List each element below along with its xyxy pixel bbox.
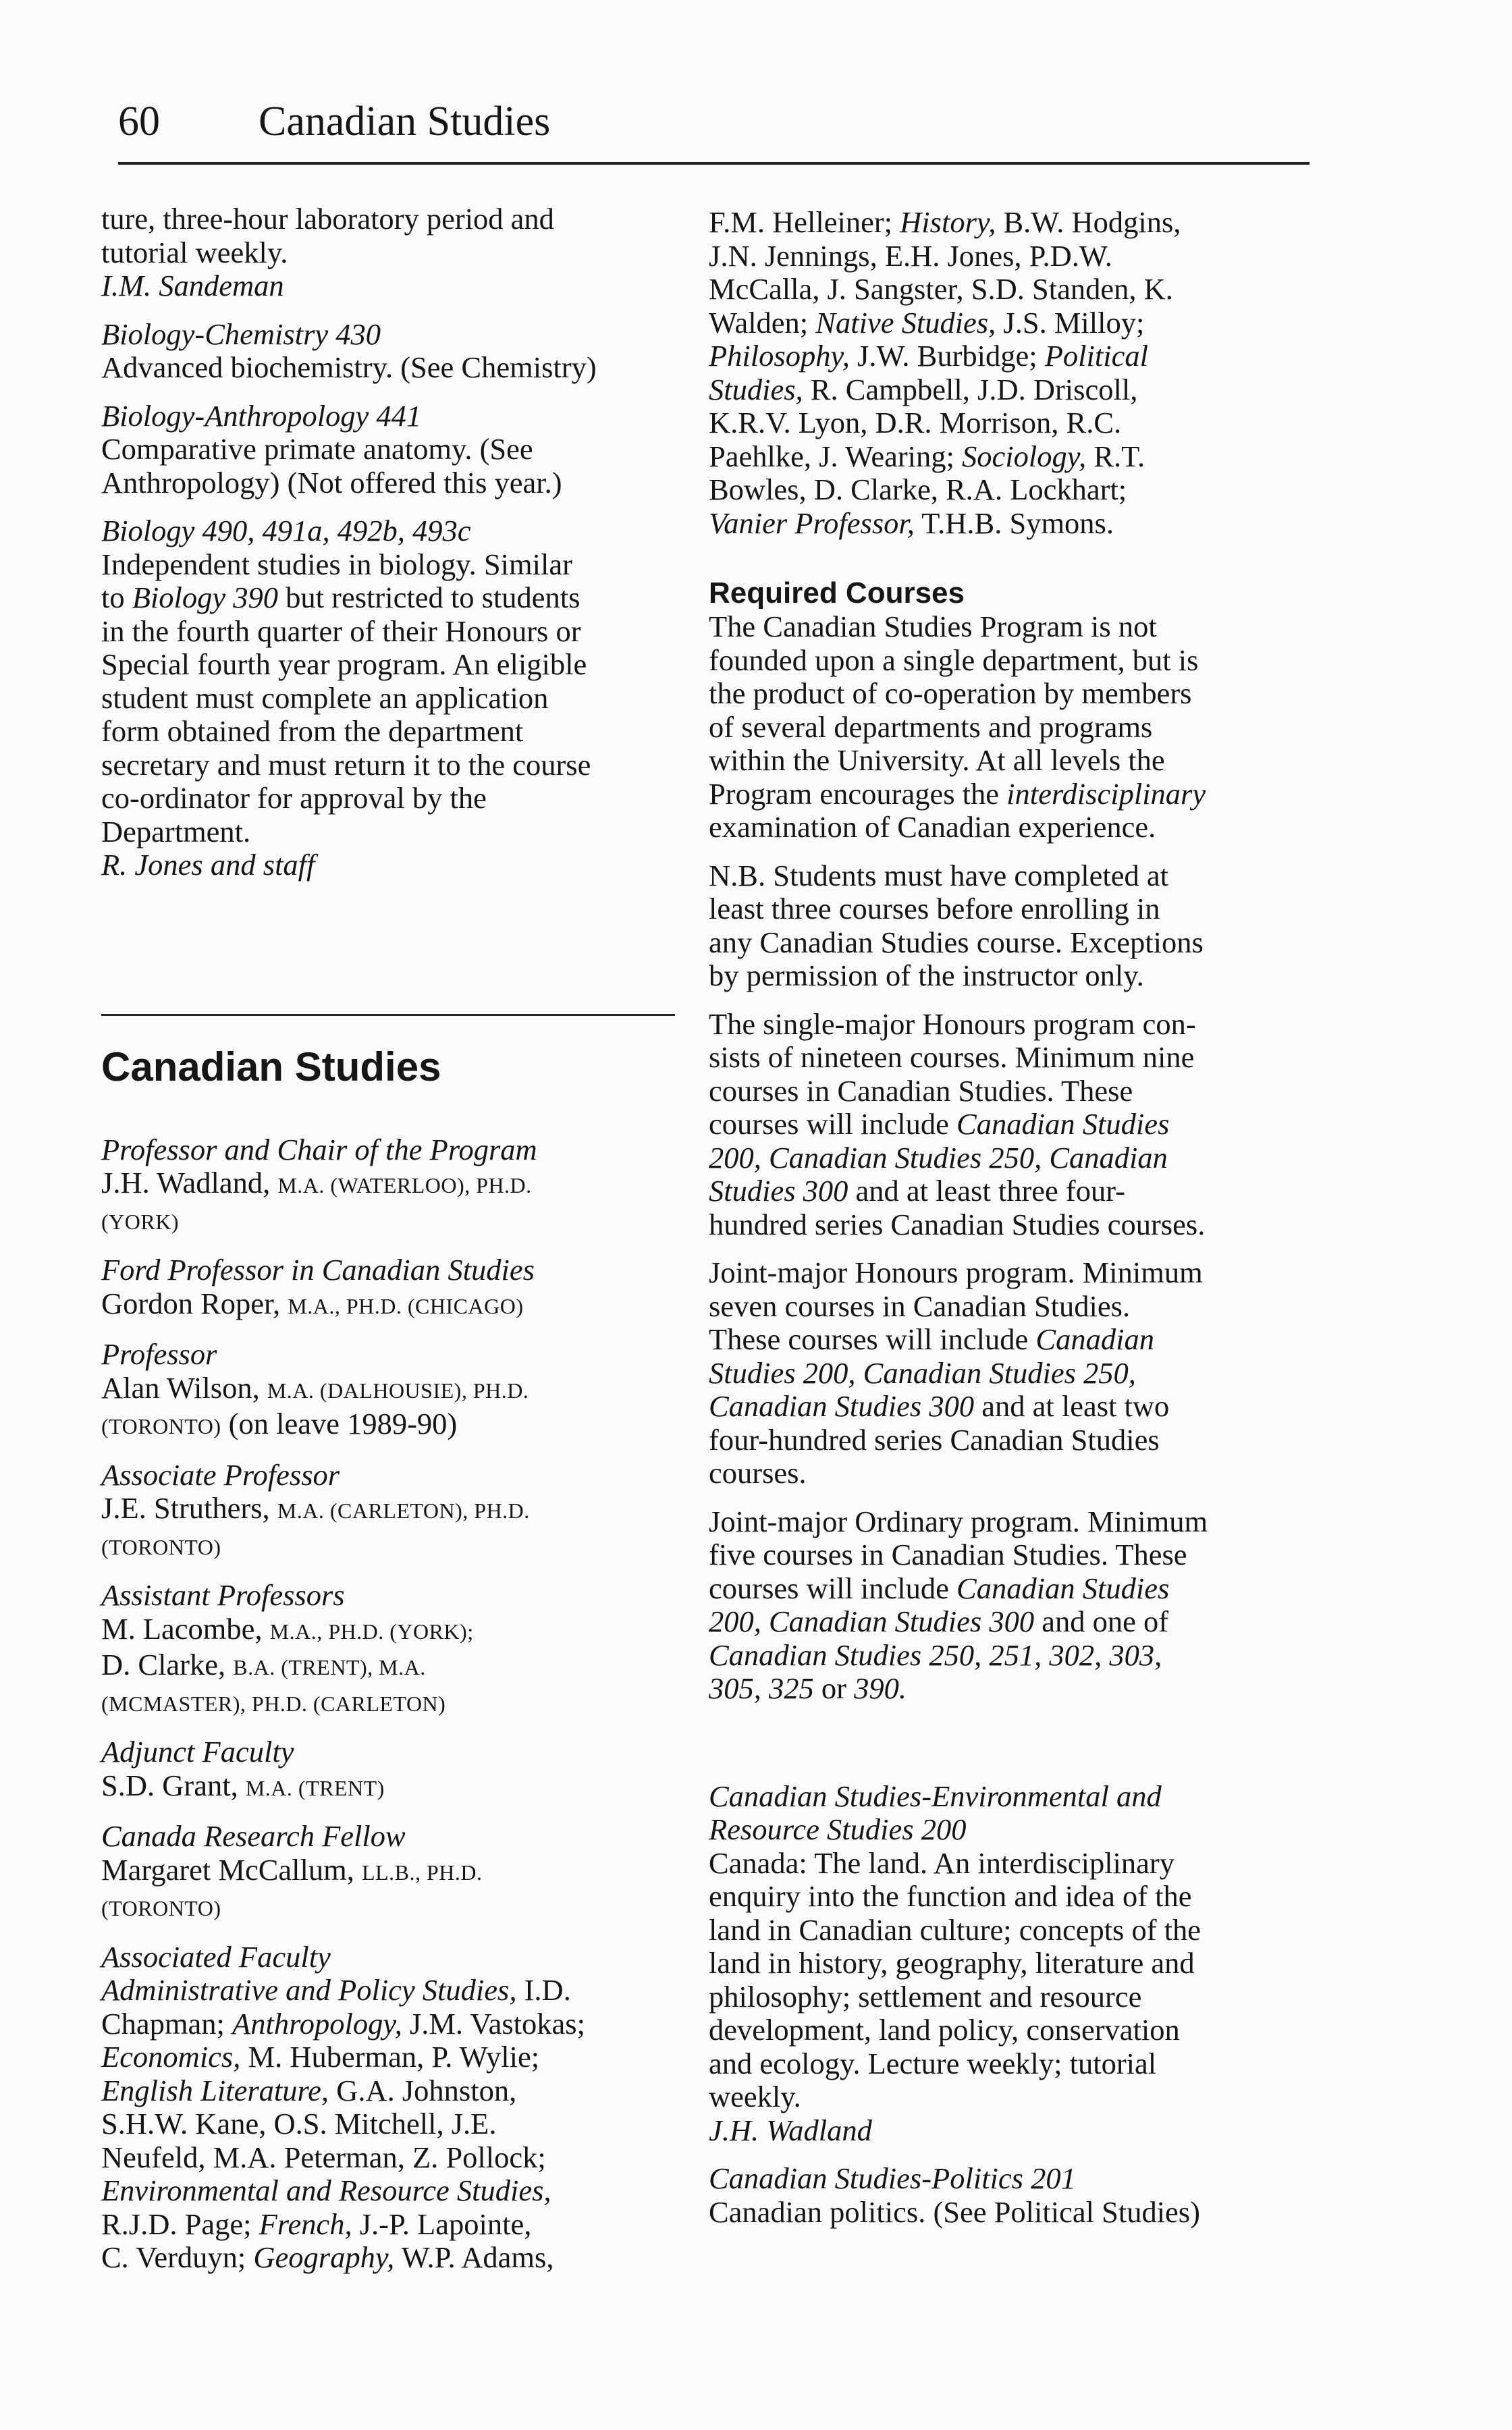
- faculty-entry: Assistant Professors M. Lacombe, M.A., PH.D. (YORK); D. Clarke, B.A. (TRENT), M.A. (MCMASTER), PH.D. (CARLETON): [101, 1578, 474, 1716]
- page-number: 60: [118, 99, 160, 144]
- faculty-role: Adjunct Faculty: [101, 1735, 294, 1769]
- page-header: [118, 94, 1310, 165]
- left-column: [101, 202, 682, 2290]
- course-desc: Advanced biochemistry. (See Chemistry): [101, 350, 597, 384]
- faculty-name: Gordon Roper,: [101, 1286, 288, 1320]
- instructor: J.H. Wadland: [709, 2113, 872, 2147]
- faculty-role: Canada Research Fellow: [101, 1819, 406, 1853]
- faculty-role: Assistant Professors: [101, 1578, 345, 1612]
- faculty-entry: Canada Research Fellow Margaret McCallum, LL.B., PH.D. (TORONTO): [101, 1819, 483, 1920]
- faculty-name: Alan Wilson,: [101, 1370, 267, 1405]
- faculty-role: Professor: [101, 1337, 217, 1371]
- faculty-role: Ford Professor in Canadian Studies: [101, 1253, 535, 1287]
- course-entry: [101, 318, 682, 385]
- section-divider: [101, 1014, 675, 1016]
- running-title: Canadian Studies: [259, 99, 551, 144]
- course-title: Canadian Studies-Politics 201: [709, 2161, 1076, 2195]
- faculty-role: Professor and Chair of the Program: [101, 1132, 537, 1166]
- faculty-entry: Adjunct Faculty S.D. Grant, M.A. (TRENT): [101, 1735, 385, 1802]
- intro-paragraph: ture, three-hour laboratory period and tutorial weekly. I.M. Sandeman: [101, 202, 554, 302]
- instructor: R. Jones and staff: [101, 848, 315, 882]
- course-entry: Canadian Studies-Politics 201 Canadian politics. (See Political Studies): [709, 2161, 1200, 2229]
- faculty-name: J.E. Struthers,: [101, 1491, 277, 1525]
- faculty-name: D. Clarke,: [101, 1648, 234, 1681]
- faculty-name: Margaret McCallum,: [101, 1852, 362, 1887]
- course-entry: Canadian Studies-Environmental and Resource Studies 200 Canada: The land. An interdisciplinary enquiry into the function and idea of the land in Canadian culture; concepts of the land in history, geography, literature and philosophy; settlement and resource development, land policy, conservation and ecology. Lecture weekly; tutorial weekly. J.H. Wadland: [709, 1779, 1202, 2147]
- faculty-name: J.H. Wadland,: [101, 1166, 278, 1199]
- course-entry: Biology 490, 491a, 492b, 493c Independent studies in biology. Similar to Biology 390 but restricted to students in the fourth quarter of their Honours or Special fourth year program. An eligible student must complete an application form obtained from the department secretary and must return it to the course co-ordinator for approval by the Department. R. Jones and staff: [101, 514, 591, 882]
- course-title: Biology 490, 491a, 492b, 493c: [101, 514, 471, 547]
- faculty-role: Associate Professor: [101, 1457, 340, 1492]
- spacer: [709, 1721, 1296, 1780]
- associated-faculty: Associated Faculty Administrative and Policy Studies, I.D. Chapman; Anthropology, J.M. Vastokas; Economics, M. Huberman, P. Wylie; English Literature, G.A. Johnston, S.H.W. Kane, O.S. Mitchell, J.E. Neufeld, M.A. Peterman, Z. Pollock; Environmental and Resource Studies, R.J.D. Page; French, J.-P. Lapointe, C. Verduyn; Geography, W.P. Adams,: [101, 1939, 585, 2274]
- faculty-entry: Professor Alan Wilson, M.A. (DALHOUSIE), PH.D. (TORONTO) (on leave 1989-90): [101, 1337, 529, 1440]
- required-paragraph: The Canadian Studies Program is not founded upon a single department, but is the product of co-operation by members of several departments and programs within the University. At all levels the Program encourages the interdisciplinary examination of Canadian experience.: [709, 610, 1206, 844]
- faculty-entry: Ford Professor in Canadian Studies Gordon Roper, M.A., PH.D. (CHICAGO): [101, 1253, 535, 1320]
- course-title: Biology-Anthropology 441: [101, 398, 422, 433]
- right-column: [709, 206, 1296, 2244]
- faculty-role: Associated Faculty: [101, 1939, 331, 1974]
- course-title: Biology-Chemistry 430: [101, 317, 381, 351]
- section-title: Canadian Studies: [101, 1044, 441, 1089]
- instructor: I.M. Sandeman: [101, 269, 284, 302]
- required-paragraph: The single-major Honours program con- sists of nineteen courses. Minimum nine courses in Canadian Studies. These courses will include Canadian Studies 200, Canadian Studies 250, Canadian Studies 300 and at least three four- hundred series Canadian Studies courses.: [709, 1006, 1206, 1241]
- faculty-name: M. Lacombe,: [101, 1611, 270, 1646]
- required-paragraph: Joint-major Ordinary program. Minimum five courses in Canadian Studies. These courses will include Canadian Studies 200, Canadian Studies 300 and one of Canadian Studies 250, 251, 302, 303, 305, 325 or 390.: [709, 1504, 1208, 1705]
- faculty-entry: Associate Professor J.E. Struthers, M.A. (CARLETON), PH.D. (TORONTO): [101, 1457, 530, 1559]
- course-entry: Biology-Anthropology 441 Comparative primate anatomy. (See Anthropology) (Not offered this year.): [101, 398, 562, 500]
- required-courses-heading: Required Courses: [709, 576, 965, 610]
- associated-faculty-cont: F.M. Helleiner; History, B.W. Hodgins, J.N. Jennings, E.H. Jones, P.D.W. McCalla, J. Sangster, S.D. Standen, K. Walden; Native Studies, J.S. Milloy; Philosophy, J.W. Burbidge; Political Studies, R. Campbell, J.D. Driscoll, K.R.V. Lyon, D.R. Morrison, R.C. Paehlke, J. Wearing; Sociology, R.T. Bowles, D. Clarke, R.A. Lockhart; Vanier Professor, T.H.B. Symons.: [709, 205, 1181, 540]
- required-paragraph: N.B. Students must have completed at least three courses before enrolling in any Canadian Studies course. Exceptions by permission of the instructor only.: [709, 858, 1204, 992]
- required-paragraph: Joint-major Honours program. Minimum seven courses in Canadian Studies. These courses will include Canadian Studies 200, Canadian Studies 250, Canadian Studies 300 and at least two four-hundred series Canadian Studies courses.: [709, 1256, 1203, 1490]
- faculty-name: S.D. Grant,: [101, 1768, 246, 1802]
- faculty-entry: Professor and Chair of the Program J.H. Wadland, M.A. (WATERLOO), PH.D. (YORK): [101, 1132, 537, 1234]
- course-title: Canadian Studies-Environmental and: [709, 1779, 1162, 1813]
